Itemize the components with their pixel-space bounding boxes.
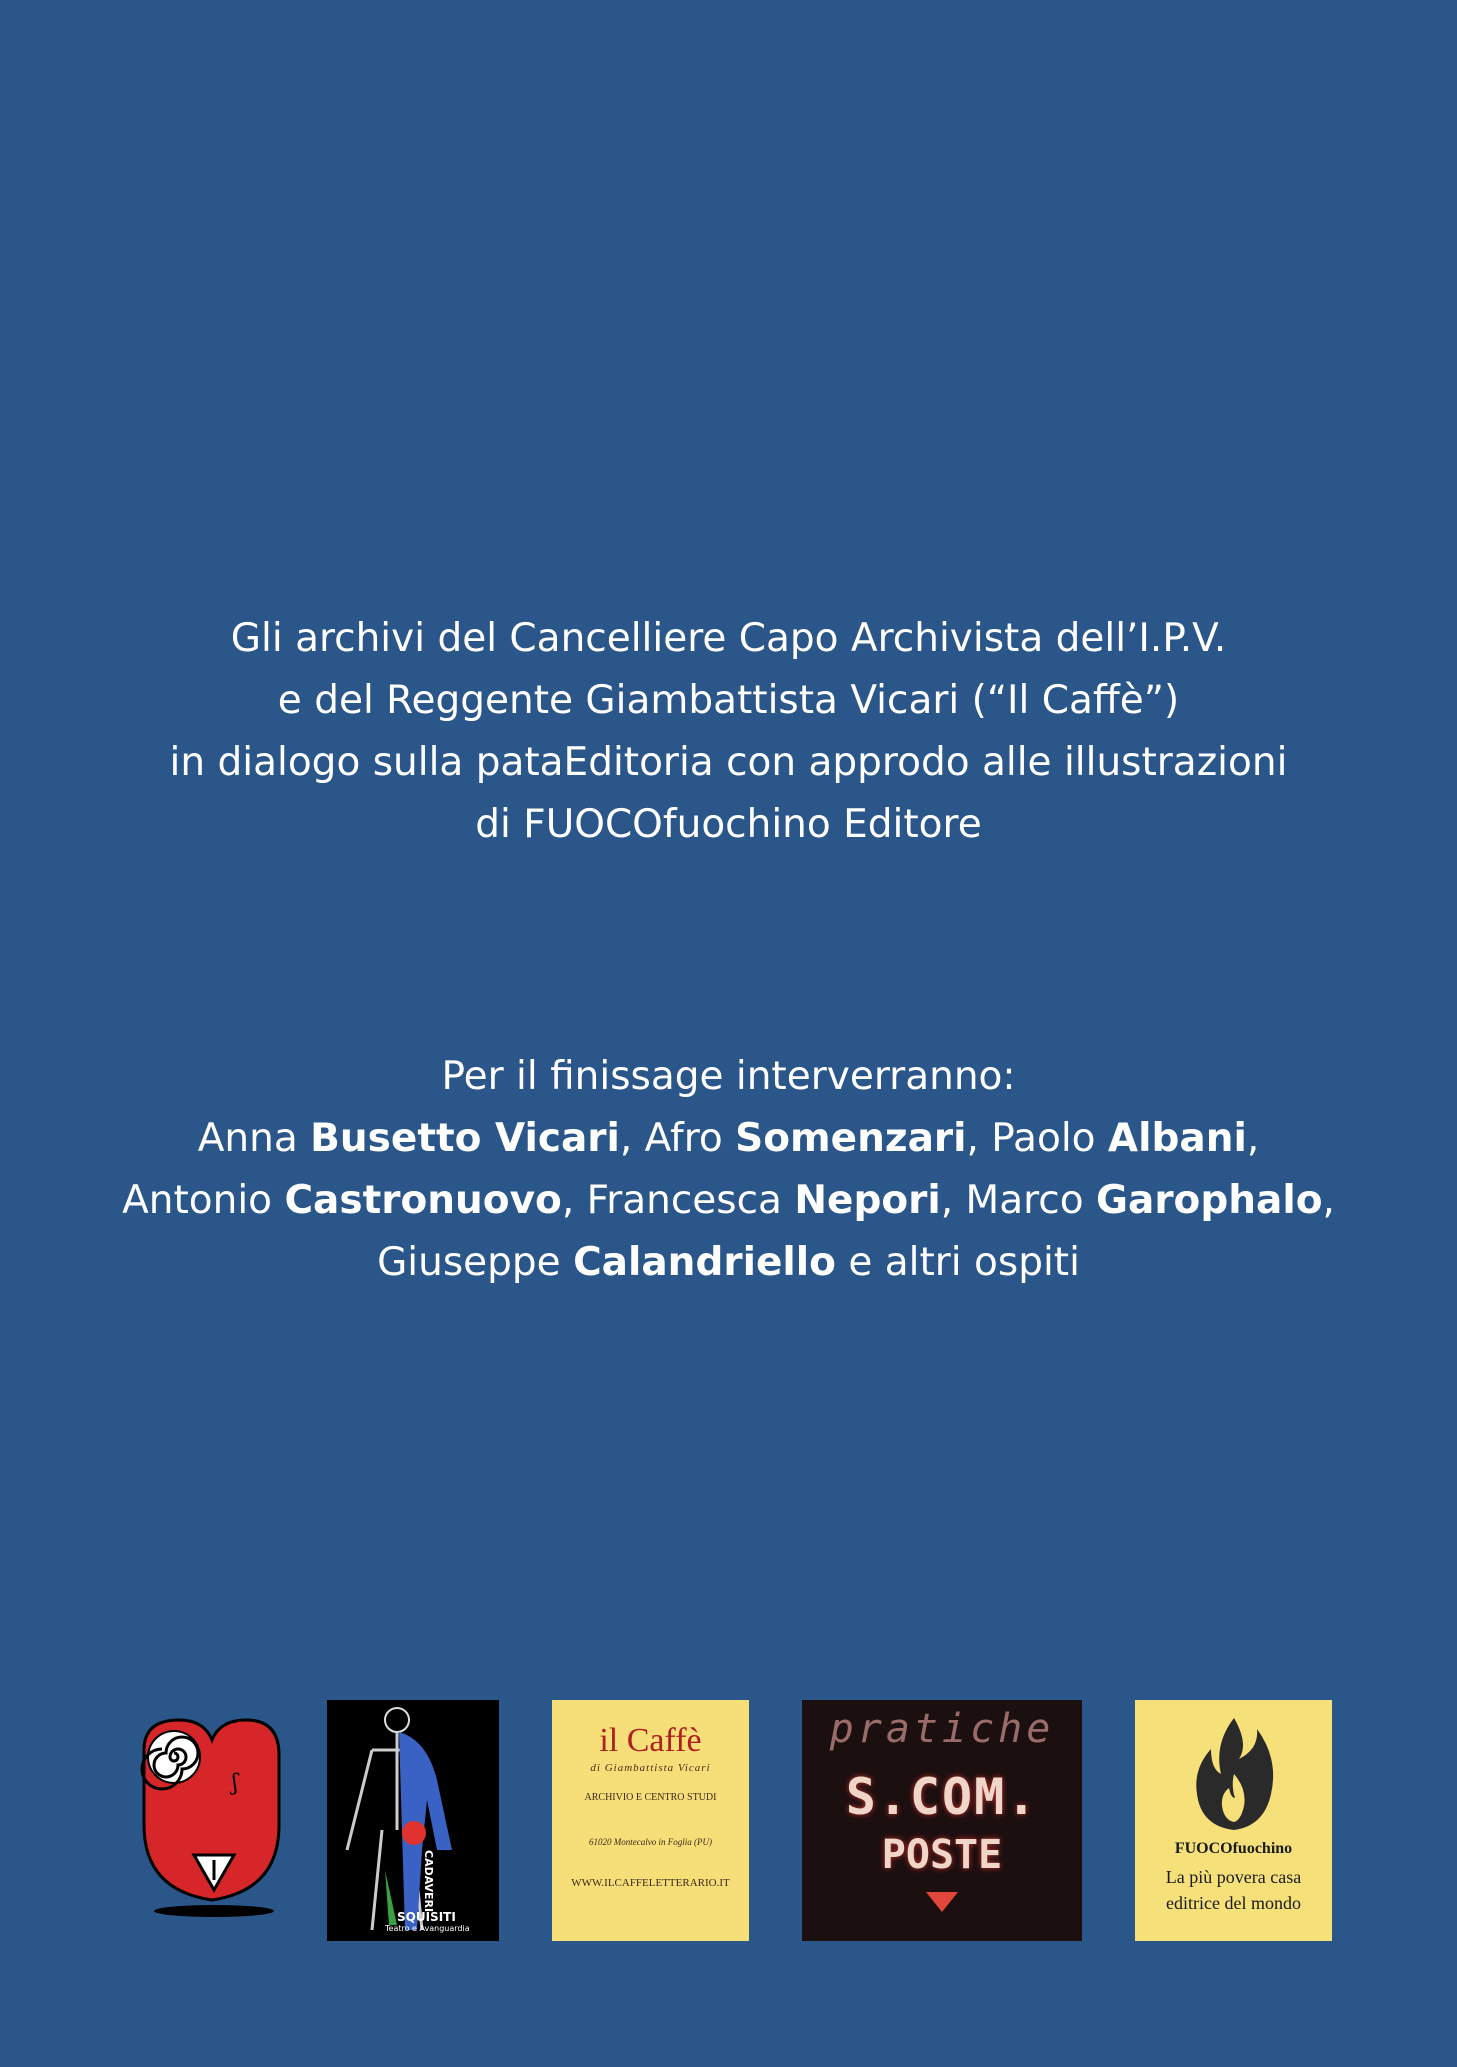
speakers-text	[0, 1046, 1457, 1294]
speakers-line-2: Antonio Castronuovo, Francesca Nepori, Marco Garophalo,	[122, 1178, 1335, 1223]
speakers-line-1: Anna Busetto Vicari, Afro Somenzari, Paolo Albani,	[197, 1116, 1260, 1161]
speaker-name: Calandriello	[573, 1240, 836, 1285]
fuocofuochino-logo	[1135, 1700, 1332, 1941]
speakers-line-3: Giuseppe Calandriello e altri ospiti	[377, 1240, 1080, 1285]
cadaveri-text: CADAVERI	[422, 1850, 435, 1913]
speaker-name: Somenzari	[735, 1116, 967, 1161]
red-mask-spiral-icon	[134, 1715, 286, 1920]
anatomy-figure-icon	[327, 1700, 499, 1941]
il-caffe-logo	[552, 1700, 749, 1941]
teatro-text: Teatro e Avanguardia	[385, 1924, 470, 1933]
svg-text:ʃ: ʃ	[232, 1771, 238, 1796]
caffe-subtitle: di Giambattista Vicari	[590, 1762, 711, 1774]
pratiche-word: pratiche	[829, 1706, 1055, 1752]
scom-word: S.COM.	[845, 1768, 1039, 1826]
triangle-down-icon	[922, 1888, 962, 1916]
fuoco-tagline: La più povera casa editrice del mondo	[1165, 1867, 1302, 1913]
pratiche-scomposte-logo	[802, 1700, 1082, 1941]
poste-word: POSTE	[881, 1832, 1003, 1878]
fuoco-name: FUOCOfuochino	[1174, 1840, 1293, 1857]
caffe-title: il Caffè	[599, 1722, 702, 1759]
speaker-name: Albani	[1107, 1116, 1247, 1161]
intro-line-4: di FUOCOfuochino Editore	[475, 802, 982, 847]
ipv-logo	[134, 1715, 286, 1920]
caffe-line-3: WWW.ILCAFFELETTERARIO.IT	[571, 1877, 730, 1889]
intro-line-2: e del Reggente Giambattista Vicari (“Il Caffè”)	[277, 678, 1180, 723]
intro-line-3: in dialogo sulla pataEditoria con approdo alle illustrazioni	[169, 740, 1288, 785]
speakers-heading: Per il finissage interverranno:	[441, 1054, 1016, 1099]
speaker-name: Garophalo	[1096, 1178, 1323, 1223]
flame-icon	[1189, 1714, 1279, 1834]
squisiti-text: SQUISITI	[397, 1910, 456, 1924]
intro-text	[0, 608, 1457, 856]
speaker-name: Nepori	[794, 1178, 941, 1223]
caffe-line-2: 61020 Montecalvo in Foglia (PU)	[589, 1837, 712, 1847]
speaker-name: Castronuovo	[284, 1178, 562, 1223]
caffe-line-1: ARCHIVIO E CENTRO STUDI	[584, 1792, 717, 1803]
speaker-name: Busetto Vicari	[310, 1116, 620, 1161]
intro-line-1: Gli archivi del Cancelliere Capo Archivista dell’I.P.V.	[230, 616, 1227, 661]
cadaveri-squisiti-logo	[327, 1700, 499, 1941]
